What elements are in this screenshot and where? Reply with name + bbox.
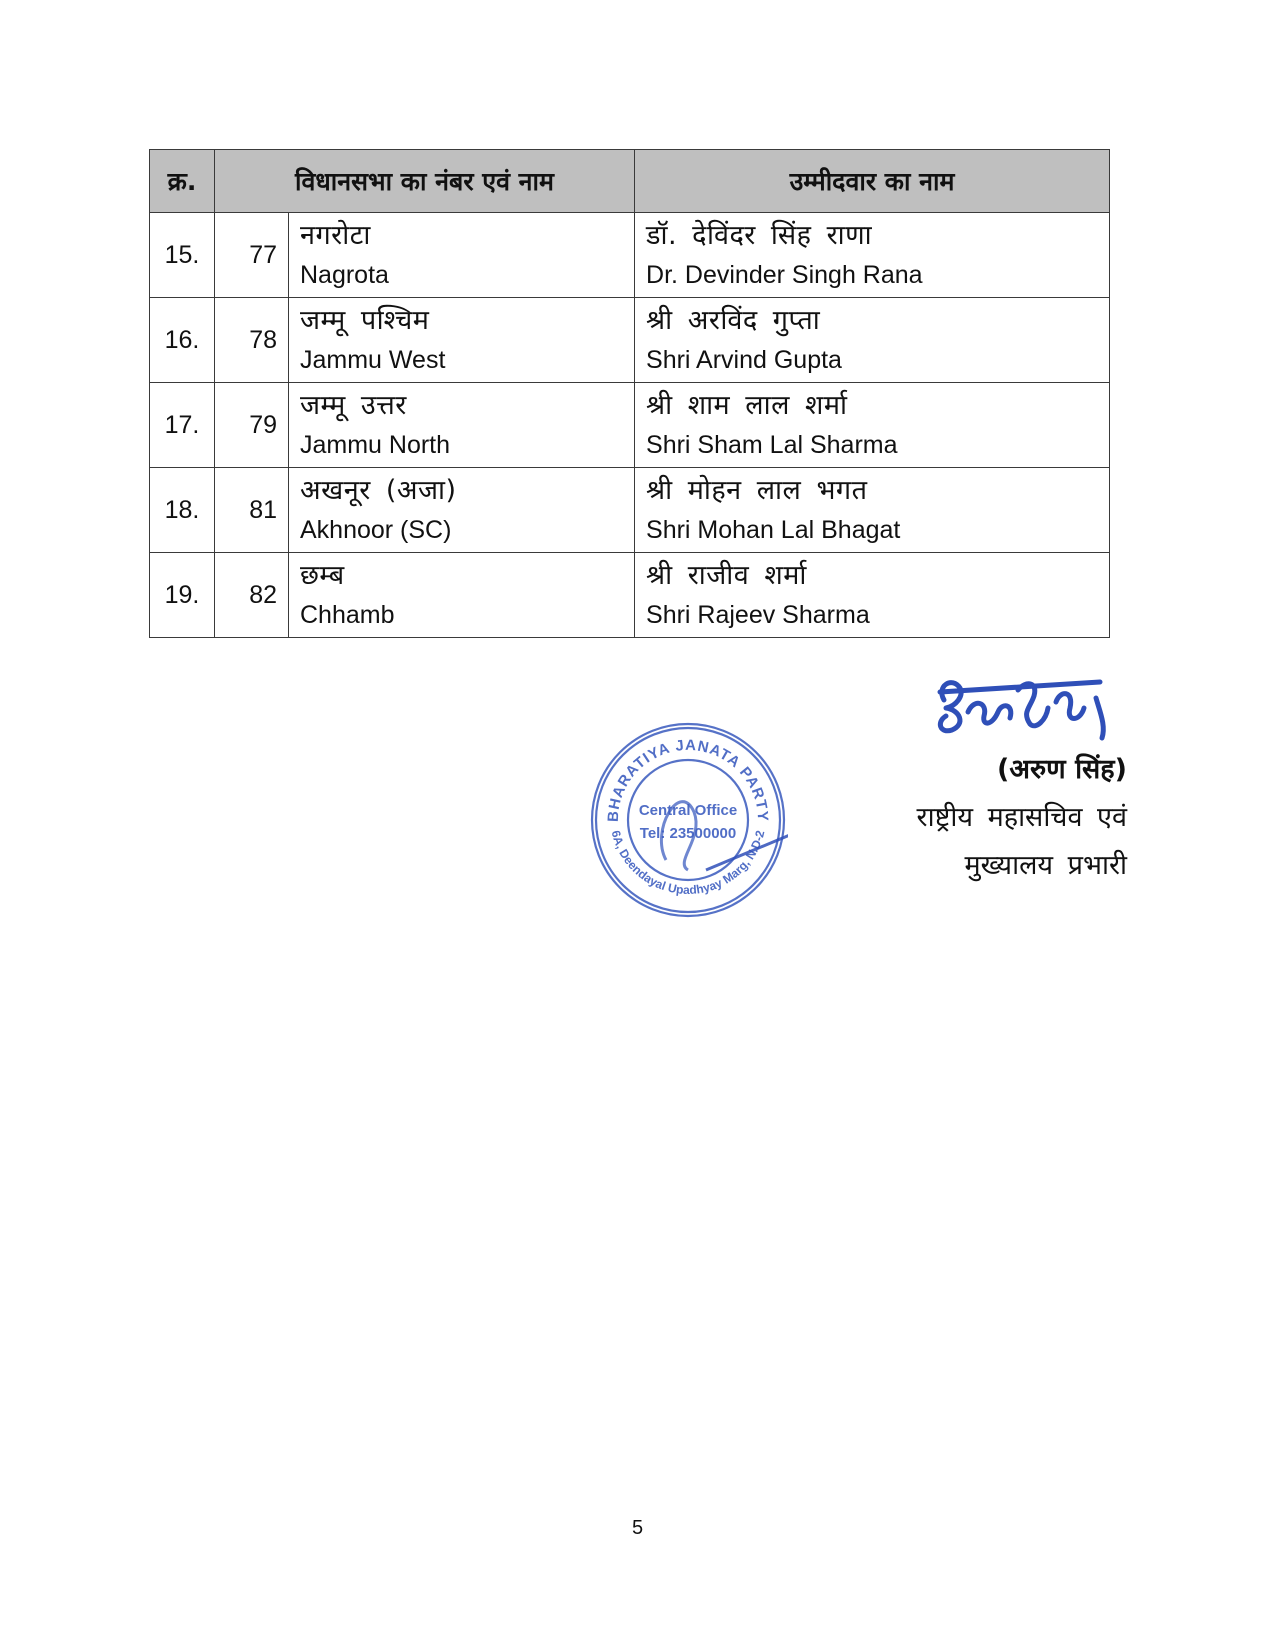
serial-cell: 15. xyxy=(150,213,215,298)
candidate-name-english: Shri Mohan Lal Bhagat xyxy=(646,516,901,544)
candidate-name-hindi: श्री अरविंद गुप्ता xyxy=(646,305,821,336)
header-serial: क्र. xyxy=(150,150,215,213)
candidate-name-cell xyxy=(635,298,1110,383)
constituency-name-cell xyxy=(289,553,635,638)
constituency-number-cell: 81 xyxy=(215,468,289,553)
constituency-name-hindi: अखनूर (अजा) xyxy=(300,475,457,506)
table-row xyxy=(150,298,1110,383)
handwritten-signature xyxy=(930,668,1120,744)
candidate-name-hindi: श्री मोहन लाल भगत xyxy=(646,475,868,506)
constituency-name-cell xyxy=(289,383,635,468)
svg-text:6A, Deendayal Upadhyay Marg, N: 6A, Deendayal Upadhyay Marg, N.D-2 xyxy=(608,828,768,898)
constituency-name-english: Akhnoor (SC) xyxy=(300,516,452,544)
table-row xyxy=(150,468,1110,553)
constituency-name-english: Chhamb xyxy=(300,601,395,629)
table-header-row xyxy=(150,150,1110,213)
constituency-number-cell: 78 xyxy=(215,298,289,383)
table-row xyxy=(150,383,1110,468)
constituency-name-cell xyxy=(289,298,635,383)
candidate-name-english: Dr. Devinder Singh Rana xyxy=(646,261,923,289)
signatory-office: मुख्यालय प्रभारी xyxy=(964,850,1127,881)
candidate-name-english: Shri Sham Lal Sharma xyxy=(646,431,898,459)
serial-cell: 18. xyxy=(150,468,215,553)
constituency-name-hindi: जम्मू पश्चिम xyxy=(300,305,430,336)
page-number: 5 xyxy=(631,1517,644,1539)
candidate-name-cell xyxy=(635,383,1110,468)
header-constituency: विधानसभा का नंबर एवं नाम xyxy=(215,150,635,213)
constituency-number-cell: 77 xyxy=(215,213,289,298)
signatory-designation: राष्ट्रीय महासचिव एवं xyxy=(916,802,1127,833)
constituency-name-hindi: जम्मू उत्तर xyxy=(300,390,407,421)
constituency-name-english: Jammu North xyxy=(300,431,451,459)
serial-cell: 16. xyxy=(150,298,215,383)
constituency-name-cell xyxy=(289,468,635,553)
candidate-name-cell xyxy=(635,553,1110,638)
candidate-name-cell xyxy=(635,213,1110,298)
constituency-name-cell xyxy=(289,213,635,298)
candidate-name-hindi: श्री राजीव शर्मा xyxy=(646,560,807,591)
constituency-name-hindi: नगरोटा xyxy=(300,220,371,251)
svg-text:Tel: 23500000: Tel: 23500000 xyxy=(639,825,737,842)
svg-text:BHARATIYA JANATA PARTY: BHARATIYA JANATA PARTY xyxy=(604,736,772,823)
signatory-name: (अरुण सिंह) xyxy=(997,754,1127,785)
constituency-number-cell: 79 xyxy=(215,383,289,468)
serial-cell: 17. xyxy=(150,383,215,468)
table-row xyxy=(150,213,1110,298)
constituency-number-cell: 82 xyxy=(215,553,289,638)
header-candidate: उम्मीदवार का नाम xyxy=(635,150,1110,213)
candidate-name-cell xyxy=(635,468,1110,553)
constituency-name-english: Nagrota xyxy=(300,261,389,289)
serial-cell: 19. xyxy=(150,553,215,638)
candidate-name-english: Shri Rajeev Sharma xyxy=(646,601,870,629)
candidate-name-english: Shri Arvind Gupta xyxy=(646,346,842,374)
svg-text:Central Office: Central Office xyxy=(638,802,738,819)
candidate-table xyxy=(149,149,1110,638)
table-row xyxy=(150,553,1110,638)
candidate-name-hindi: डॉ. देविंदर सिंह राणा xyxy=(646,220,873,251)
constituency-name-hindi: छम्ब xyxy=(300,560,345,591)
constituency-name-english: Jammu West xyxy=(300,346,446,374)
candidate-name-hindi: श्री शाम लाल शर्मा xyxy=(646,390,848,421)
